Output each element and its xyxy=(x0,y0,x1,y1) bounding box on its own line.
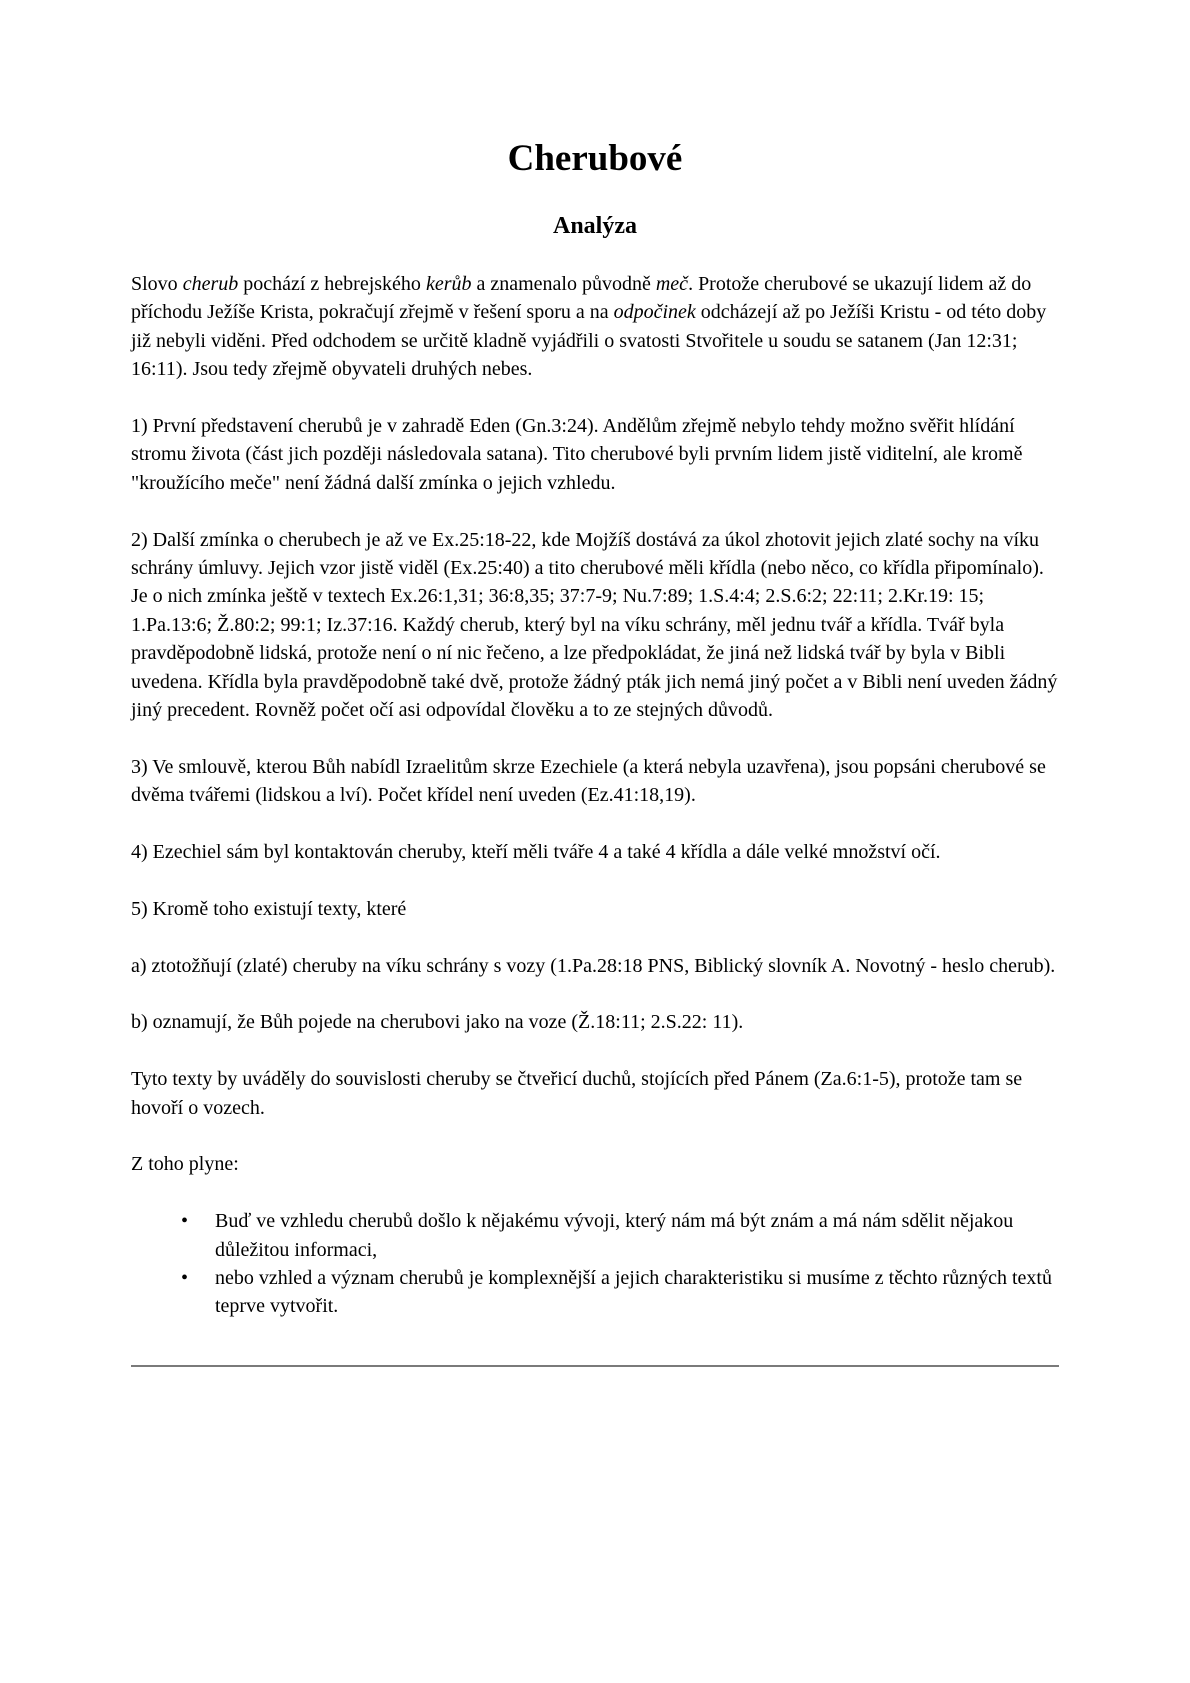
paragraph-point-b: b) oznamují, že Bůh pojede na cherubovi jako na voze (Ž.18:11; 2.S.22: 11). xyxy=(131,1011,744,1034)
paragraph-point-2: 2) Další zmínka o cherubech je až ve Ex.25:18-22, kde Mojžíš dostává za úkol zhotovit jejich zlaté sochy na víku schrány úmluvy. Jejich vzor jistě viděl (Ex.25:40) a tito cherubové měli křídla (nebo něco, co křídla připomínalo). Je o nich zmínka ještě v textech Ex.26:1,31; 36:8,35; 37:7-9; Nu.7:89; 1.S.4:4; 2.S.6:2; 22:11; 2.Kr.19: 15; 1.Pa.13:6; Ž.80:2; 99:1; Iz.37:16. Každý cherub, který byl na víku schrány, měl jednu tvář a křídla. Tvář byla pravděpodobně lidská, protože není o ní nic řečeno, a lze předpokládat, že jiná než lidská tvář by byla v Bibli uvedena. Křídla byla pravděpodobně také dvě, protože žádný pták jich nemá jiný počet a v Bibli není uveden žádný jiný precedent. Rovněž počet očí asi odpovídal člověku a to ze stejných důvodů. xyxy=(131,528,1058,722)
paragraph-point-3: 3) Ve smlouvě, kterou Bůh nabídl Izraelitům skrze Ezechiele (a která nebyla uzavřena), jsou popsáni cherubové se dvěma tvářemi (lidskou a lví). Počet křídel není uveden (Ez.41:18,19). xyxy=(131,755,1046,807)
paragraph-point-a: a) ztotožňují (zlaté) cheruby na víku schrány s vozy (1.Pa.28:18 PNS, Biblický slovník A. Novotný - heslo cherub). xyxy=(131,954,1056,977)
section-divider xyxy=(131,1365,1059,1367)
paragraph-point-1: 1) První představení cherubů je v zahradě Eden (Gn.3:24). Andělům zřejmě nebylo tehdy možno svěřit hlídání stromu života (část jich později následovala satana). Tito cherubové byli prvním lidem jistě viditelní, ale kromě "kroužícího meče" není žádná další zmínka o jejich vzhledu. xyxy=(131,415,1023,494)
list-item xyxy=(131,1264,1059,1321)
page-subtitle: Analýza xyxy=(553,213,637,239)
paragraph-point-4: 4) Ezechiel sám byl kontaktován cheruby, kteří měli tváře 4 a také 4 křídla a dále velké množství očí. xyxy=(131,841,941,864)
list-item-text: Buď ve vzhledu cherubů došlo k nějakému vývoji, který nám má být znám a má nám sdělit nějakou důležitou informaci, xyxy=(215,1210,1014,1261)
list-item xyxy=(131,1207,1059,1264)
paragraph-implication-lead: Z toho plyne: xyxy=(131,1153,239,1176)
page-title: Cherubové xyxy=(507,138,683,179)
document-body xyxy=(131,270,1059,1367)
list-item-text: nebo vzhled a význam cherubů je komplexnější a jejich charakteristiku si musíme z těchto různých textů teprve vytvořit. xyxy=(215,1267,1052,1318)
paragraph-conclusion-intro: Tyto texty by uváděly do souvislosti cheruby se čtveřicí duchů, stojících před Pánem (Za.6:1-5), protože tam se hovoří o vozech. xyxy=(131,1068,1023,1119)
implications-list xyxy=(131,1207,1059,1321)
bullet-marker-icon: • xyxy=(181,1210,189,1233)
bullet-marker-icon: • xyxy=(181,1267,189,1290)
paragraph-point-5: 5) Kromě toho existují texty, které xyxy=(131,897,407,920)
paragraph-intro: Slovo cherub pochází z hebrejského kerůb a znamenalo původně meč. Protože cherubové se ukazují lidem až do příchodu Ježíše Krista, pokračují zřejmě v řešení sporu a na odpočinek odcházejí až po Ježíši Kristu - od této doby již nebyli viděni. Před odchodem se určitě kladně vyjádřili o svatosti Stvořitele u soudu se satanem (Jan 12:31; 16:11). Jsou tedy zřejmě obyvateli druhých nebes. xyxy=(131,273,1047,381)
